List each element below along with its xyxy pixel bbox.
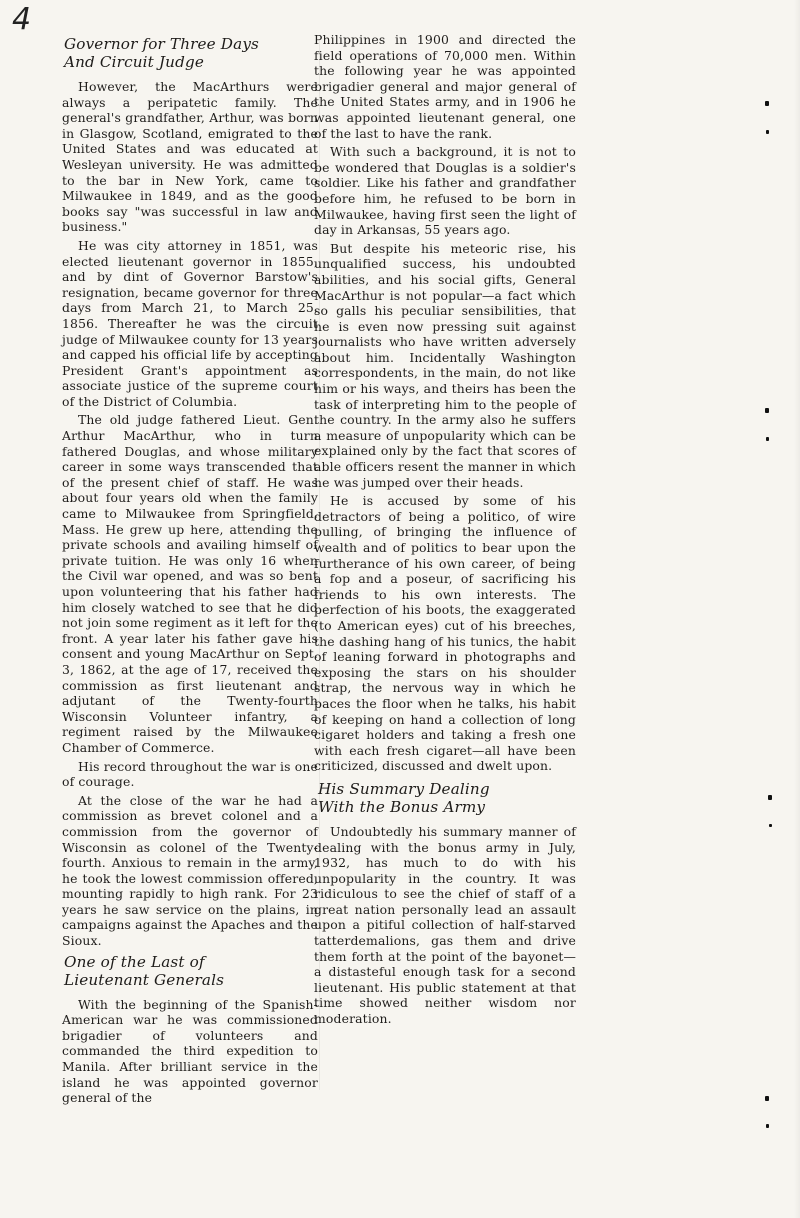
headline-line: One of the Last of [64, 952, 205, 971]
page-number: 4 [12, 2, 32, 37]
headline-line: Lieutenant Generals [64, 970, 225, 989]
headline-governor [64, 35, 318, 71]
scan-edge [794, 0, 800, 1218]
headline-line: Governor for Three Days [64, 35, 259, 53]
paragraph: However, the MacArthurs were always a peripatetic family. The general's grandfather, Arthur, was born in Glasgow, Scotland, emigrated to the United States and was educated at Wesleyan university. He was admitted to the bar in New York, came to Milwaukee in 1849, and as the good books say "was successful in law and business." [62, 79, 318, 235]
binder-hole-mark [765, 1096, 769, 1101]
binder-hole-mark [769, 824, 772, 827]
left-column [62, 35, 318, 1109]
binder-hole-mark [765, 101, 769, 106]
headline-bonus-army [318, 780, 576, 816]
binder-hole-mark [766, 130, 769, 134]
headline-lieutenant-generals [64, 953, 318, 989]
right-column [314, 32, 576, 1030]
paragraph: The old judge fathered Lieut. Gen. Arthur MacArthur, who in turn fathered Douglas, and whose military career in some ways transcended that of the present chief of staff. He was about four years old when the family came to Milwaukee from Springfield, Mass. He grew up here, attending the private schools and availing himself of private tuition. He was only 16 when the Civil war opened, and was so bent upon volunteering that his father had him closely watched to see that he did not join some regiment as it left for the front. A year later his father gave his consent and young MacArthur on Sept. 3, 1862, at the age of 17, received the commission as first lieutenant and adjutant of the Twenty-fourth Wisconsin Volunteer infantry, a regiment raised by the Milwaukee Chamber of Commerce. [62, 412, 318, 755]
binder-hole-mark [766, 1124, 769, 1128]
binder-hole-mark [765, 408, 769, 413]
binder-hole-mark [766, 437, 769, 441]
headline-line: With the Bonus Army [318, 797, 486, 816]
headline-line: His Summary Dealing [318, 779, 490, 798]
paragraph: Philippines in 1900 and directed the field operations of 70,000 men. Within the following year he was appointed brigadier general and major general of the United States army, and in 1906 he was appointed lieutenant general, one of the last to have the rank. [314, 32, 576, 141]
paragraph: With the beginning of the Spanish-American war he was commissioned brigadier of volunteers and commanded the third expedition to Manila. After brilliant service in the island he was appointed governor general of the [62, 996, 318, 1106]
paragraph: His record throughout the war is one of courage. [62, 758, 318, 790]
paragraph: He is accused by some of his detractors of being a politico, of wire pulling, of bringing the influence of wealth and of politics to bear upon the furtherance of his own career, of being a fop and a poseur, of sacrificing his friends to his own interests. The perfection of his boots, the exaggerated (to American eyes) cut of his breeches, the dashing hang of his tunics, the habit of leaning forward in photographs and exposing the stars on his shoulder strap, the nervous way in which he paces the floor when he talks, his habit of keeping on hand a collection of long cigaret holders and taking a fresh one with each fresh cigaret—all have been criticized, discussed and dwelt upon. [314, 493, 576, 774]
headline-line: And Circuit Judge [64, 53, 204, 71]
binder-hole-mark [768, 795, 772, 800]
paragraph: At the close of the war he had a commission as brevet colonel and a commission from the governor of Wisconsin as colonel of the Twenty-fourth. Anxious to remain in the army, he took the lowest commission offered, mounting rapidly to high rank. For 23 years he saw service on the plains, in campaigns against the Apaches and the Sioux. [62, 792, 318, 949]
paragraph: He was city attorney in 1851, was elected lieutenant governor in 1855, and by dint of Governor Barstow's resignation, became governor for three days from March 21, to March 25, 1856. Thereafter he was the circuit judge of Milwaukee county for 13 years and capped his official life by accepting President Grant's appointment as associate justice of the supreme court of the District of Columbia. [62, 237, 318, 409]
paragraph: With such a background, it is not to be wondered that Douglas is a soldier's soldier. Like his father and grandfather before him, he refused to be born in Milwaukee, having first seen the light of day in Arkansas, 55 years ago. [314, 144, 576, 238]
paragraph: But despite his meteoric rise, his unqualified success, his undoubted abilities, and his social gifts, General MacArthur is not popular—a fact which so galls his peculiar sensibilities, that he is even now pressing suit against journalists who have written adversely about him. Incidentally Washington correspondents, in the main, do not like him or his ways, and theirs has been the task of interpreting him to the people of the country. In the army also he suffers a measure of unpopularity which can be explained only by the fact that scores of able officers resent the manner in which he was jumped over their heads. [314, 240, 576, 490]
paragraph: Undoubtedly his summary manner of dealing with the bonus army in July, 1932, has much to do with his unpopularity in the country. It was ridiculous to see the chief of staff of a great nation personally lead an assault upon a pitiful collection of half-starved tatterdemalions, gas them and drive them forth at the point of the bayonet—a distasteful enough task for a second lieutenant. His public statement at that time showed neither wisdom nor moderation. [314, 823, 576, 1027]
